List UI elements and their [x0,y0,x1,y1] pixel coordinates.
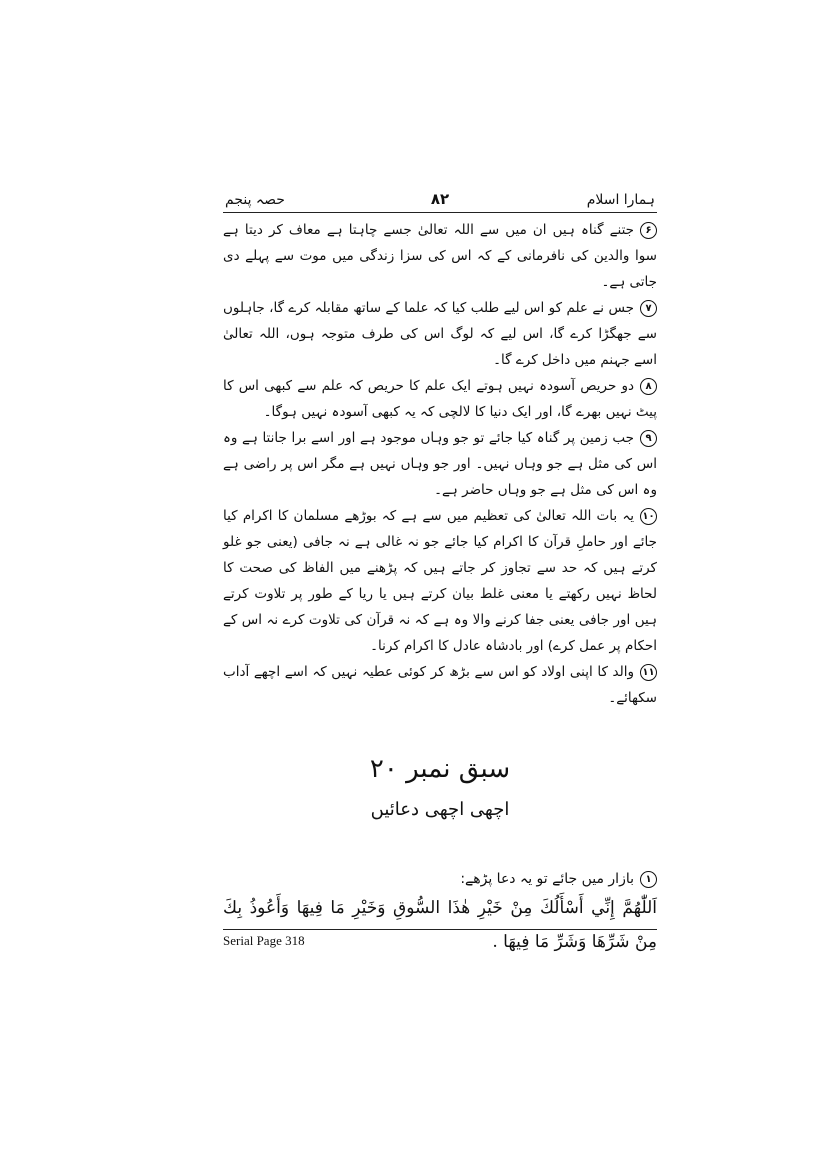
hadith-item [223,425,657,503]
book-page [223,190,657,959]
page-number: ۸۲ [430,190,450,208]
item-number-badge: ۱۱ [640,664,657,681]
hadith-text: والد کا اپنی اولاد کو اس سے بڑھ کر کوئی عطیہ نہیں کہ اسے اچھے آداب سکھائے۔ [223,664,657,706]
part-label: حصہ پنجم [225,192,285,208]
book-title: ہمارا اسلام [586,192,655,208]
lesson-subtitle: اچھی اچھی دعائیں [370,799,510,820]
item-number-badge: ۱ [640,871,657,888]
hadith-text: جس نے علم کو اس لیے طلب کیا کہ علما کے ساتھ مقابلہ کرے گا، جاہلوں سے جھگڑا کرے گا، اس لیے کہ لوگ اس کی طرف متوجہ ہوں، اللہ تعالیٰ اسے جہنم میں داخل کرے گا۔ [223,300,657,368]
item-number-badge: ۹ [640,430,657,447]
dua-intro [223,867,657,891]
hadith-item [223,659,657,711]
hadith-item [223,503,657,659]
arabic-dua-text: اَللّٰهُمَّ إِنِّي أَسْأَلُكَ مِنْ خَيْرِ هٰذَا السُّوقِ وَخَيْرِ مَا فِيهَا وَأَعُوذُ بِكَ مِنْ شَرِّهَا وَشَرِّ مَا فِيهَا . [223,898,657,952]
hadith-list [223,217,657,711]
item-number-badge: ۸ [640,378,657,395]
page-footer [223,929,657,949]
lesson-heading [223,749,657,827]
dua-intro-text: بازار میں جائے تو یہ دعا پڑھے: [460,871,634,887]
hadith-item [223,217,657,295]
page-header [223,190,657,213]
hadith-item [223,373,657,425]
hadith-text: دو حریص آسودہ نہیں ہوتے ایک علم کا حریص کہ علم سے کبھی اس کا پیٹ نہیں بھرے گا، اور ایک دنیا کا لالچی کہ یہ کبھی آسودہ نہیں ہوگا۔ [223,378,657,420]
hadith-text: جب زمین پر گناہ کیا جائے تو جو وہاں موجود ہے اور اسے برا جانتا ہے وہ اس کی مثل ہے جو وہاں نہیں۔ اور جو وہاں نہیں ہے مگر اس پر راضی ہے وہ اس کی مثل ہے جو وہاں حاضر ہے۔ [223,430,657,498]
serial-page-label: Serial Page 318 [223,933,305,948]
hadith-text: یہ بات اللہ تعالیٰ کی تعظیم میں سے ہے کہ بوڑھے مسلمان کا اکرام کیا جائے اور حاملِ قرآن کا اکرام کیا جائے جو نہ غالی ہے نہ جافی (یعنی جو غلو کرتے ہیں کہ حد سے تجاوز کر جاتے ہیں کہ پڑھنے میں الفاظ کی صحت کا لحاظ نہیں رکھتے یا معنی غلط بیان کرتے ہیں یا ریا کے طور پر تلاوت کرتے ہیں اور جافی یعنی جفا کرنے والا وہ ہے کہ نہ قرآن کی تلاوت کرے نہ اس کے احکام پر عمل کرے) اور بادشاہ عادل کا اکرام کرنا۔ [223,508,657,654]
hadith-text: جتنے گناہ ہیں ان میں سے اللہ تعالیٰ جسے چاہتا ہے معاف کر دیتا ہے سوا والدین کی نافرمانی کے کہ اس کی سزا زندگی میں موت سے پہلے دی جاتی ہے۔ [223,222,657,290]
item-number-badge: ۱۰ [640,508,657,525]
item-number-badge: ۶ [640,222,657,239]
hadith-item [223,295,657,373]
item-number-badge: ۷ [640,300,657,317]
lesson-title: سبق نمبر ۲۰ [369,754,511,784]
